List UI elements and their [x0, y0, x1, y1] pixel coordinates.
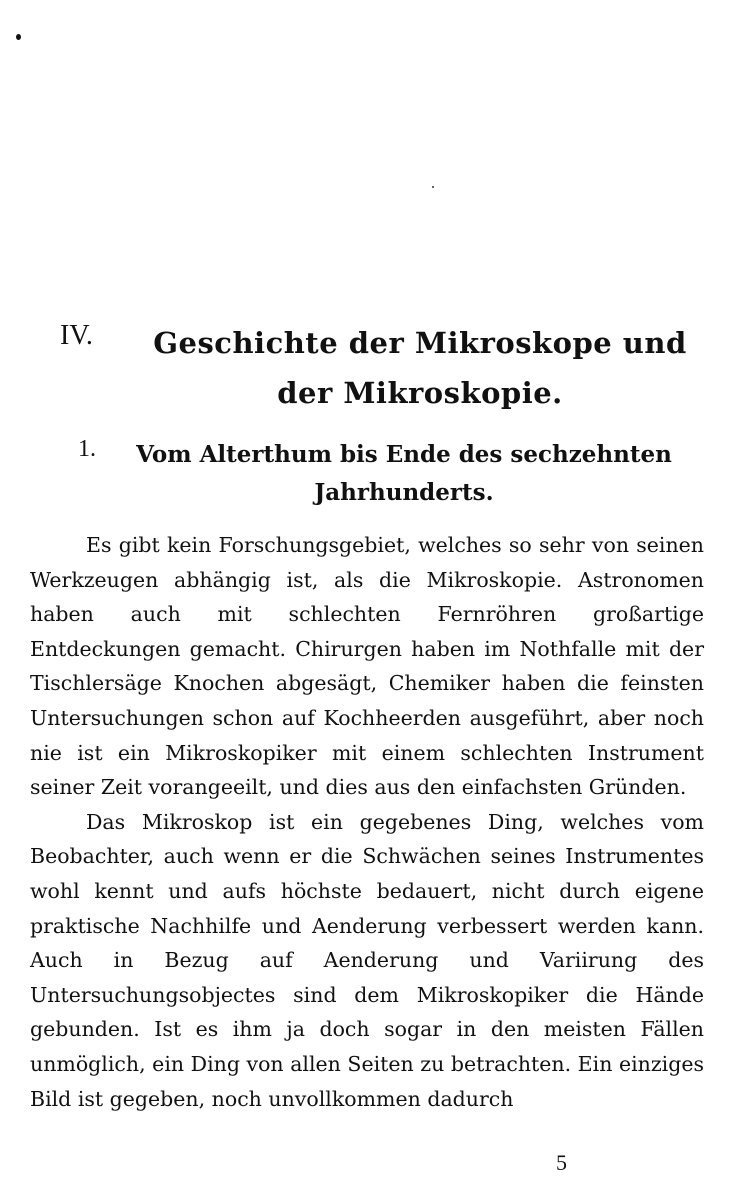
chapter-heading: [60, 318, 710, 418]
margin-speck: [16, 34, 21, 40]
paragraph: Es gibt kein Forschungsgebiet, welches so sehr von seinen Werkzeugen abhängig ist, als die Mikroskopie. Astronomen haben auch mit schlechten Fernröhren großartige Entdeckungen gemacht. Chirurgen haben im Nothfalle mit der Tischlersäge Knochen abgesägt, Chemiker haben die feinsten Untersuchungen schon auf Kochheerden ausgeführt, aber noch nie ist ein Mikroskopiker mit einem schlechten Instrument seiner Zeit vorangeeilt, und dies aus den einfachsten Gründen.: [30, 533, 704, 800]
section-title: Vom Alterthum bis Ende des sechzehnten Jahrhunderts.: [136, 441, 672, 506]
chapter-title: Geschichte der Mikroskope und der Mikroskopie.: [153, 326, 687, 410]
paragraph: Das Mikroskop ist ein gegebenes Ding, welches vom Beobachter, auch wenn er die Schwächen seines Instrumentes wohl kennt und aufs höchste bedauert, nicht durch eigene praktische Nachhilfe und Aenderung verbessert werden kann. Auch in Bezug auf Aenderung und Variirung des Untersuchungsobjectes sind dem Mikroskopiker die Hände gebunden. Ist es ihm ja doch sogar in den meisten Fällen unmöglich, ein Ding von allen Seiten zu betrachten. Ein einziges Bild ist gegeben, noch unvollkommen dadurch: [30, 809, 704, 1111]
body-text: [30, 528, 704, 1116]
section-number: 1.: [78, 436, 96, 462]
margin-speck: [432, 186, 434, 188]
page-number: 5: [556, 1150, 567, 1175]
chapter-number: IV.: [60, 320, 93, 351]
section-heading: [78, 436, 678, 512]
